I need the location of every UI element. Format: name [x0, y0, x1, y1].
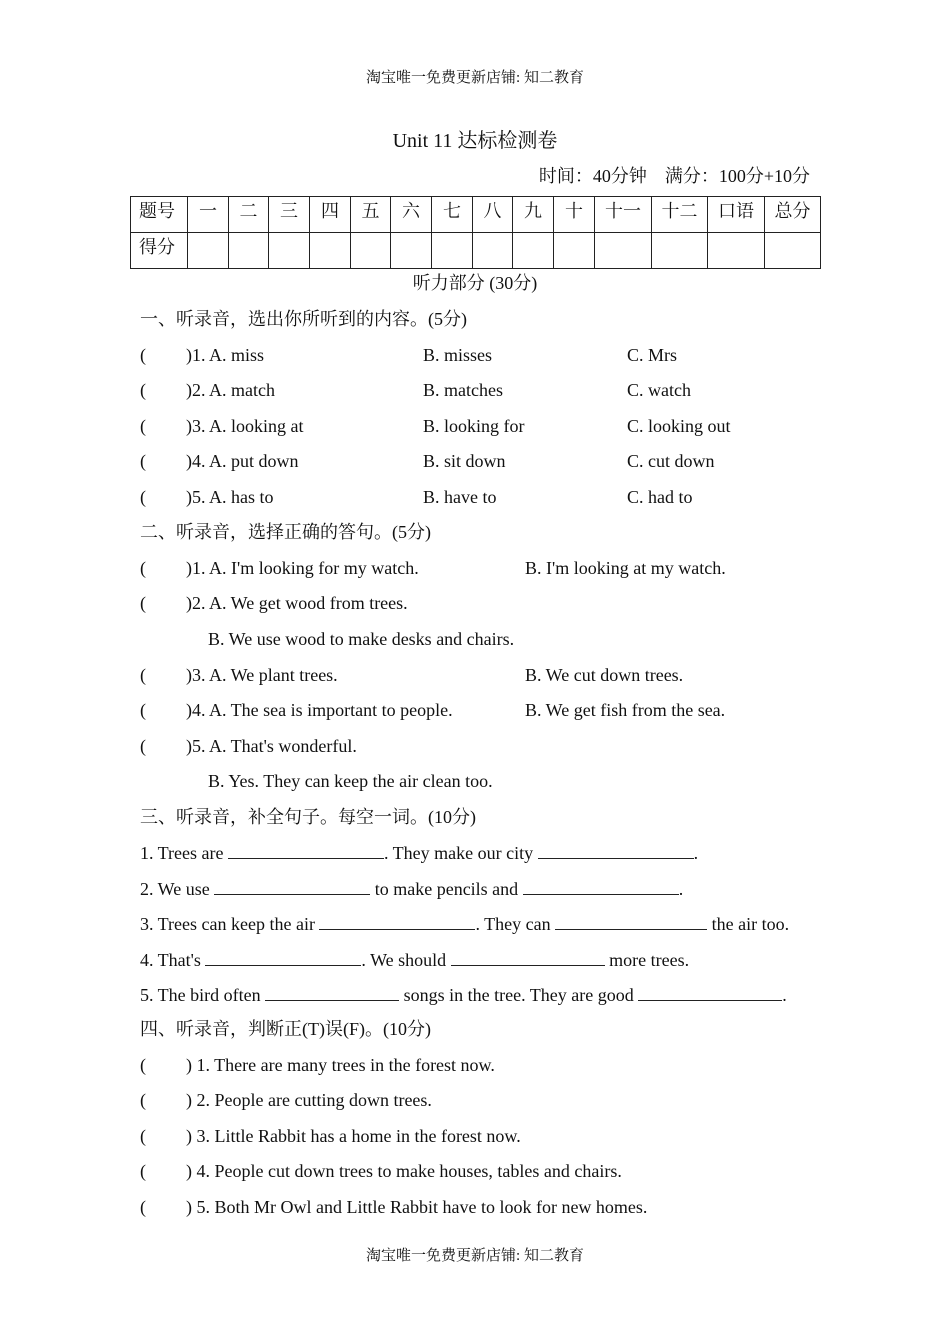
- s4-q1: ( ) 1. There are many trees in the forest now.: [140, 1055, 495, 1075]
- answer-paren[interactable]: (: [140, 451, 146, 471]
- score-header-cell: 二: [229, 197, 269, 233]
- s2-q2-option-b: B. We use wood to make desks and chairs.: [208, 629, 515, 649]
- s2-q1: ( )1. A. I'm looking for my watch.: [140, 558, 419, 578]
- score-cell[interactable]: [432, 233, 473, 269]
- section-4-title: 四、听录音，判断正(T)误(F)。(10分): [140, 1019, 431, 1039]
- answer-blank[interactable]: [638, 982, 782, 1001]
- score-row-label: 得分: [131, 233, 188, 269]
- score-cell[interactable]: [708, 233, 765, 269]
- answer-paren[interactable]: (: [140, 558, 146, 578]
- s1-q4: ( )4. A. put down: [140, 451, 299, 471]
- s1-q1-option-b: B. misses: [423, 345, 493, 365]
- score-cell[interactable]: [554, 233, 595, 269]
- s1-q5: ( )5. A. has to: [140, 487, 274, 507]
- score-header-cell: 八: [473, 197, 513, 233]
- answer-paren[interactable]: (: [140, 416, 146, 436]
- score-cell[interactable]: [595, 233, 652, 269]
- score-cell[interactable]: [351, 233, 391, 269]
- answer-blank[interactable]: [214, 876, 370, 895]
- s1-q2-option-b: B. matches: [423, 380, 503, 400]
- listening-part-title: 听力部分 (30分): [412, 273, 538, 293]
- score-header-cell: 总分: [765, 197, 821, 233]
- answer-blank[interactable]: [523, 876, 679, 895]
- answer-paren[interactable]: (: [140, 593, 146, 613]
- s2-q4: ( )4. A. The sea is important to people.: [140, 700, 453, 720]
- score-cell[interactable]: [513, 233, 554, 269]
- answer-paren[interactable]: (: [140, 345, 146, 365]
- score-cell[interactable]: [765, 233, 821, 269]
- score-header-cell: 十一: [595, 197, 652, 233]
- answer-paren[interactable]: (: [140, 665, 146, 685]
- s2-q4-option-b: B. We get fish from the sea.: [525, 700, 726, 720]
- s2-q5-option-b: B. Yes. They can keep the air clean too.: [208, 771, 493, 791]
- answer-blank[interactable]: [451, 947, 605, 966]
- s1-q2: ( )2. A. match: [140, 380, 275, 400]
- score-cell[interactable]: [310, 233, 351, 269]
- s2-q3: ( )3. A. We plant trees.: [140, 665, 338, 685]
- answer-paren[interactable]: (: [140, 487, 146, 507]
- score-cell[interactable]: [652, 233, 708, 269]
- score-table: [130, 196, 821, 269]
- s3-line-4: 4. That's . We should more trees.: [140, 947, 689, 972]
- answer-blank[interactable]: [555, 911, 707, 930]
- s1-q4-option-c: C. cut down: [627, 451, 715, 471]
- answer-blank[interactable]: [228, 840, 384, 859]
- s1-q1: ( )1. A. miss: [140, 345, 265, 365]
- score-header-cell: 口语: [708, 197, 765, 233]
- page-header: 淘宝唯一免费更新店铺: 知二教育: [366, 70, 584, 86]
- s1-q4-option-b: B. sit down: [423, 451, 506, 471]
- s4-q5: ( ) 5. Both Mr Owl and Little Rabbit have to look for new homes.: [140, 1197, 648, 1217]
- score-header-cell: 十: [554, 197, 595, 233]
- answer-paren[interactable]: (: [140, 1055, 146, 1075]
- score-cell[interactable]: [229, 233, 269, 269]
- answer-paren[interactable]: (: [140, 736, 146, 756]
- answer-blank[interactable]: [205, 947, 361, 966]
- answer-paren[interactable]: (: [140, 1197, 146, 1217]
- s2-q3-option-b: B. We cut down trees.: [525, 665, 684, 685]
- page-title: Unit 11 达标检测卷: [392, 130, 558, 152]
- s3-line-3: 3. Trees can keep the air . They can the air too.: [140, 911, 789, 936]
- score-header-cell: 题号: [131, 197, 188, 233]
- s1-q5-option-c: C. had to: [627, 487, 693, 507]
- section-1-title: 一、听录音，选出你所听到的内容。(5分): [140, 309, 467, 329]
- s4-q4: ( ) 4. People cut down trees to make houses, tables and chairs.: [140, 1161, 622, 1181]
- score-header-cell: 一: [188, 197, 229, 233]
- score-header-cell: 七: [432, 197, 473, 233]
- answer-paren[interactable]: (: [140, 1126, 146, 1146]
- s1-q3: ( )3. A. looking at: [140, 416, 304, 436]
- score-table-score-row: [131, 233, 821, 269]
- score-header-cell: 四: [310, 197, 351, 233]
- s3-line-1: 1. Trees are . They make our city .: [140, 840, 698, 865]
- s4-q2: ( ) 2. People are cutting down trees.: [140, 1090, 432, 1110]
- answer-paren[interactable]: (: [140, 380, 146, 400]
- s3-line-5: 5. The bird often songs in the tree. They are good .: [140, 982, 787, 1007]
- score-header-cell: 九: [513, 197, 554, 233]
- s1-q3-option-b: B. looking for: [423, 416, 525, 436]
- exam-meta: 时间：40分钟 满分：100分+10分: [538, 166, 810, 186]
- s3-line-2: 2. We use to make pencils and .: [140, 876, 683, 901]
- score-cell[interactable]: [269, 233, 310, 269]
- s1-q5-option-b: B. have to: [423, 487, 497, 507]
- answer-paren[interactable]: (: [140, 1161, 146, 1181]
- s2-q1-option-b: B. I'm looking at my watch.: [525, 558, 726, 578]
- answer-blank[interactable]: [538, 840, 694, 859]
- score-header-cell: 五: [351, 197, 391, 233]
- s1-q1-option-c: C. Mrs: [627, 345, 678, 365]
- section-3-title: 三、听录音，补全句子。每空一词。(10分): [140, 807, 476, 827]
- s2-q5: ( )5. A. That's wonderful.: [140, 736, 357, 756]
- section-2-title: 二、听录音，选择正确的答句。(5分): [140, 522, 431, 542]
- score-cell[interactable]: [473, 233, 513, 269]
- score-table-header-row: [131, 197, 821, 233]
- page-footer: 淘宝唯一免费更新店铺: 知二教育: [366, 1248, 584, 1264]
- answer-blank[interactable]: [265, 982, 399, 1001]
- score-header-cell: 六: [391, 197, 432, 233]
- answer-blank[interactable]: [319, 911, 475, 930]
- answer-paren[interactable]: (: [140, 700, 146, 720]
- s2-q2: ( )2. A. We get wood from trees.: [140, 593, 408, 613]
- s1-q2-option-c: C. watch: [627, 380, 691, 400]
- s1-q3-option-c: C. looking out: [627, 416, 731, 436]
- score-header-cell: 三: [269, 197, 310, 233]
- score-cell[interactable]: [188, 233, 229, 269]
- score-header-cell: 十二: [652, 197, 708, 233]
- answer-paren[interactable]: (: [140, 1090, 146, 1110]
- score-cell[interactable]: [391, 233, 432, 269]
- s4-q3: ( ) 3. Little Rabbit has a home in the forest now.: [140, 1126, 521, 1146]
